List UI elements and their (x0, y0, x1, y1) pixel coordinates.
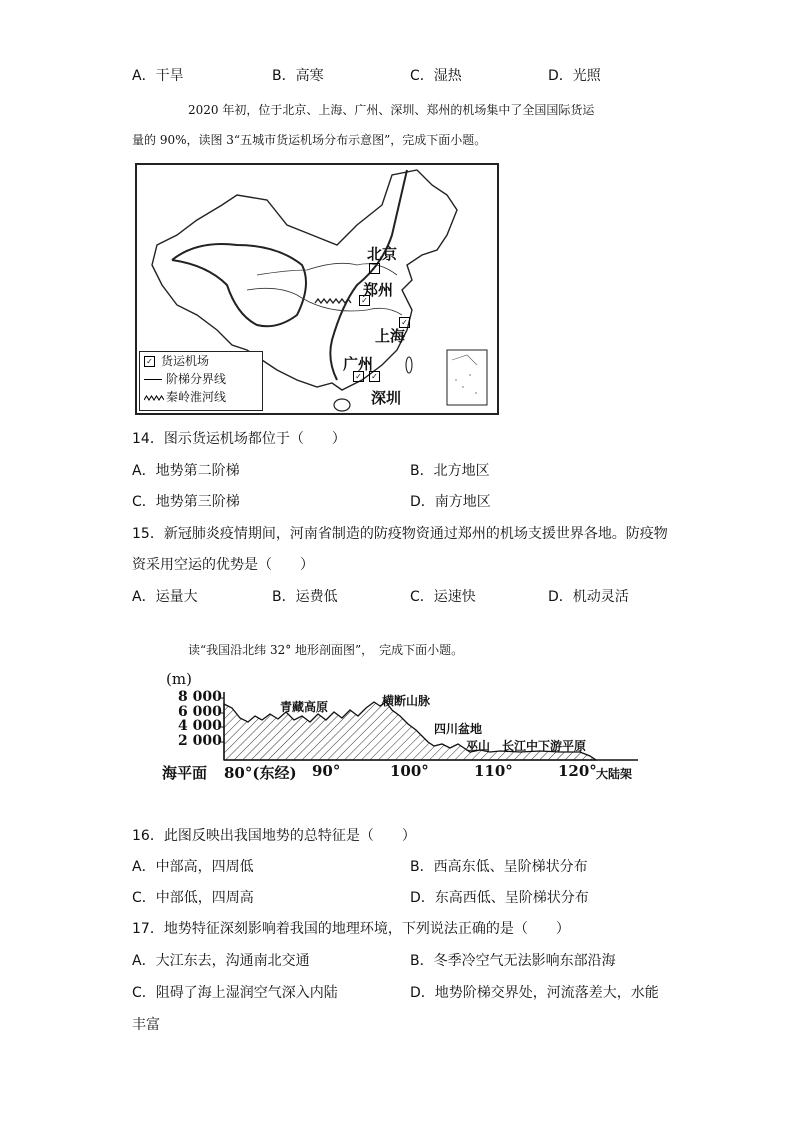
q16-option-d: D．东高西低、呈阶梯状分布 (410, 890, 589, 906)
y-tick-6000: 6 000 (178, 703, 222, 720)
q14-option-a: A．地势第二阶梯 (132, 463, 240, 479)
q15-option-c: C．运速快 (410, 589, 476, 605)
legend-qinling (140, 388, 262, 406)
q17-stem: 17．地势特征深刻影响着我国的地理环境，下列说法正确的是（ ） (132, 921, 570, 937)
intro2: 读“我国沿北纬 32° 地形剖面图”， 完成下面小题。 (188, 643, 464, 657)
city-label-shenzhen: 深圳 (371, 389, 402, 407)
q15-stem-line1: 15．新冠肺炎疫情期间，河南省制造的防疫物资通过郑州的机场支援世界各地。防疫物 (132, 526, 668, 542)
legend-airport-label: 货运机场 (161, 354, 210, 368)
city-label-guangzhou: 广州 (343, 355, 374, 373)
x-tick-120: 120° (558, 762, 597, 780)
terrain-profile (160, 664, 640, 790)
qingzang-label: 青藏高原 (280, 700, 329, 714)
q16-option-b: B．西高东低、呈阶梯状分布 (410, 859, 588, 875)
q15-option-a: A．运量大 (132, 589, 198, 605)
city-label-beijing: 北京 (367, 245, 398, 263)
x-tick-110: 110° (474, 762, 513, 780)
airport-icon-zhengzhou: ✓ (359, 295, 370, 306)
q15-option-d: D．机动灵活 (548, 589, 629, 605)
q13-option-a: A．干旱 (132, 68, 184, 84)
q13-option-c: C．湿热 (410, 68, 462, 84)
profile-unit: (m) (166, 670, 192, 688)
shelf-label: 大陆架 (596, 767, 633, 781)
legend-boundary (140, 370, 262, 388)
airport-icon-beijing: ✓ (369, 263, 380, 274)
q17-option-c: C．阻碍了海上湿润空气深入内陆 (132, 985, 338, 1001)
sea-level-label: 海平面 (162, 764, 208, 782)
y-tick-8000: 8 000 (178, 689, 222, 705)
q17-option-d-line2: 丰富 (132, 1017, 160, 1033)
q16-option-a: A．中部高，四周低 (132, 859, 254, 875)
q14-option-d: D．南方地区 (410, 494, 491, 510)
y-tick-2000: 2 000 (178, 732, 222, 749)
airport-map (135, 163, 499, 415)
changjiang-label: 长江中下游平原 (502, 739, 587, 753)
q17-option-a: A．大江东去，沟通南北交通 (132, 953, 310, 969)
q16-option-c: C．中部低，四周高 (132, 890, 254, 906)
zigzag-line-icon (144, 394, 164, 402)
city-label-shanghai: 上海 (375, 327, 406, 345)
sichuan-label: 四川盆地 (434, 722, 483, 736)
legend-qinling-label: 秦岭淮河线 (166, 390, 227, 404)
airport-icon-guangzhou: ✓ (353, 371, 364, 382)
hengduan-label: 横断山脉 (382, 694, 431, 708)
boundary-line-icon (144, 379, 162, 380)
legend-boundary-label: 阶梯分界线 (166, 372, 227, 386)
airport-icon-shanghai: ✓ (399, 317, 410, 328)
airport-legend-icon: ✓ (144, 356, 155, 367)
q13-option-d: D．光照 (548, 68, 601, 84)
x-tick-80: 80°(东经) (224, 764, 297, 782)
legend-airport (140, 352, 262, 370)
q17-option-b: B．冬季冷空气无法影响东部沿海 (410, 953, 616, 969)
map-legend (139, 351, 263, 411)
q13-option-b: B．高寒 (272, 68, 324, 84)
wushan-label: 巫山 (466, 739, 491, 753)
q14-option-c: C．地势第三阶梯 (132, 494, 240, 510)
q15-stem-line2: 资采用空运的优势是（ ） (132, 557, 314, 573)
x-tick-90: 90° (312, 762, 341, 780)
intro1-line2: 量的 90%，读图 3“五城市货运机场分布示意图”，完成下面小题。 (132, 133, 487, 147)
q14-option-b: B．北方地区 (410, 463, 490, 479)
y-axis-ticks (178, 690, 222, 748)
q15-option-b: B．运费低 (272, 589, 338, 605)
q16-stem: 16．此图反映出我国地势的总特征是（ ） (132, 828, 416, 844)
intro1-line1: 2020 年初，位于北京、上海、广州、深圳、郑州的机场集中了全国国际货运 (188, 103, 595, 117)
q14-stem: 14．图示货运机场都位于（ ） (132, 431, 346, 447)
city-label-zhengzhou: 郑州 (363, 281, 394, 299)
airport-icon-shenzhen: ✓ (369, 371, 380, 382)
y-tick-4000: 4 000 (178, 718, 222, 734)
q17-option-d-line1: D．地势阶梯交界处，河流落差大，水能 (410, 985, 659, 1001)
x-tick-100: 100° (390, 762, 429, 780)
